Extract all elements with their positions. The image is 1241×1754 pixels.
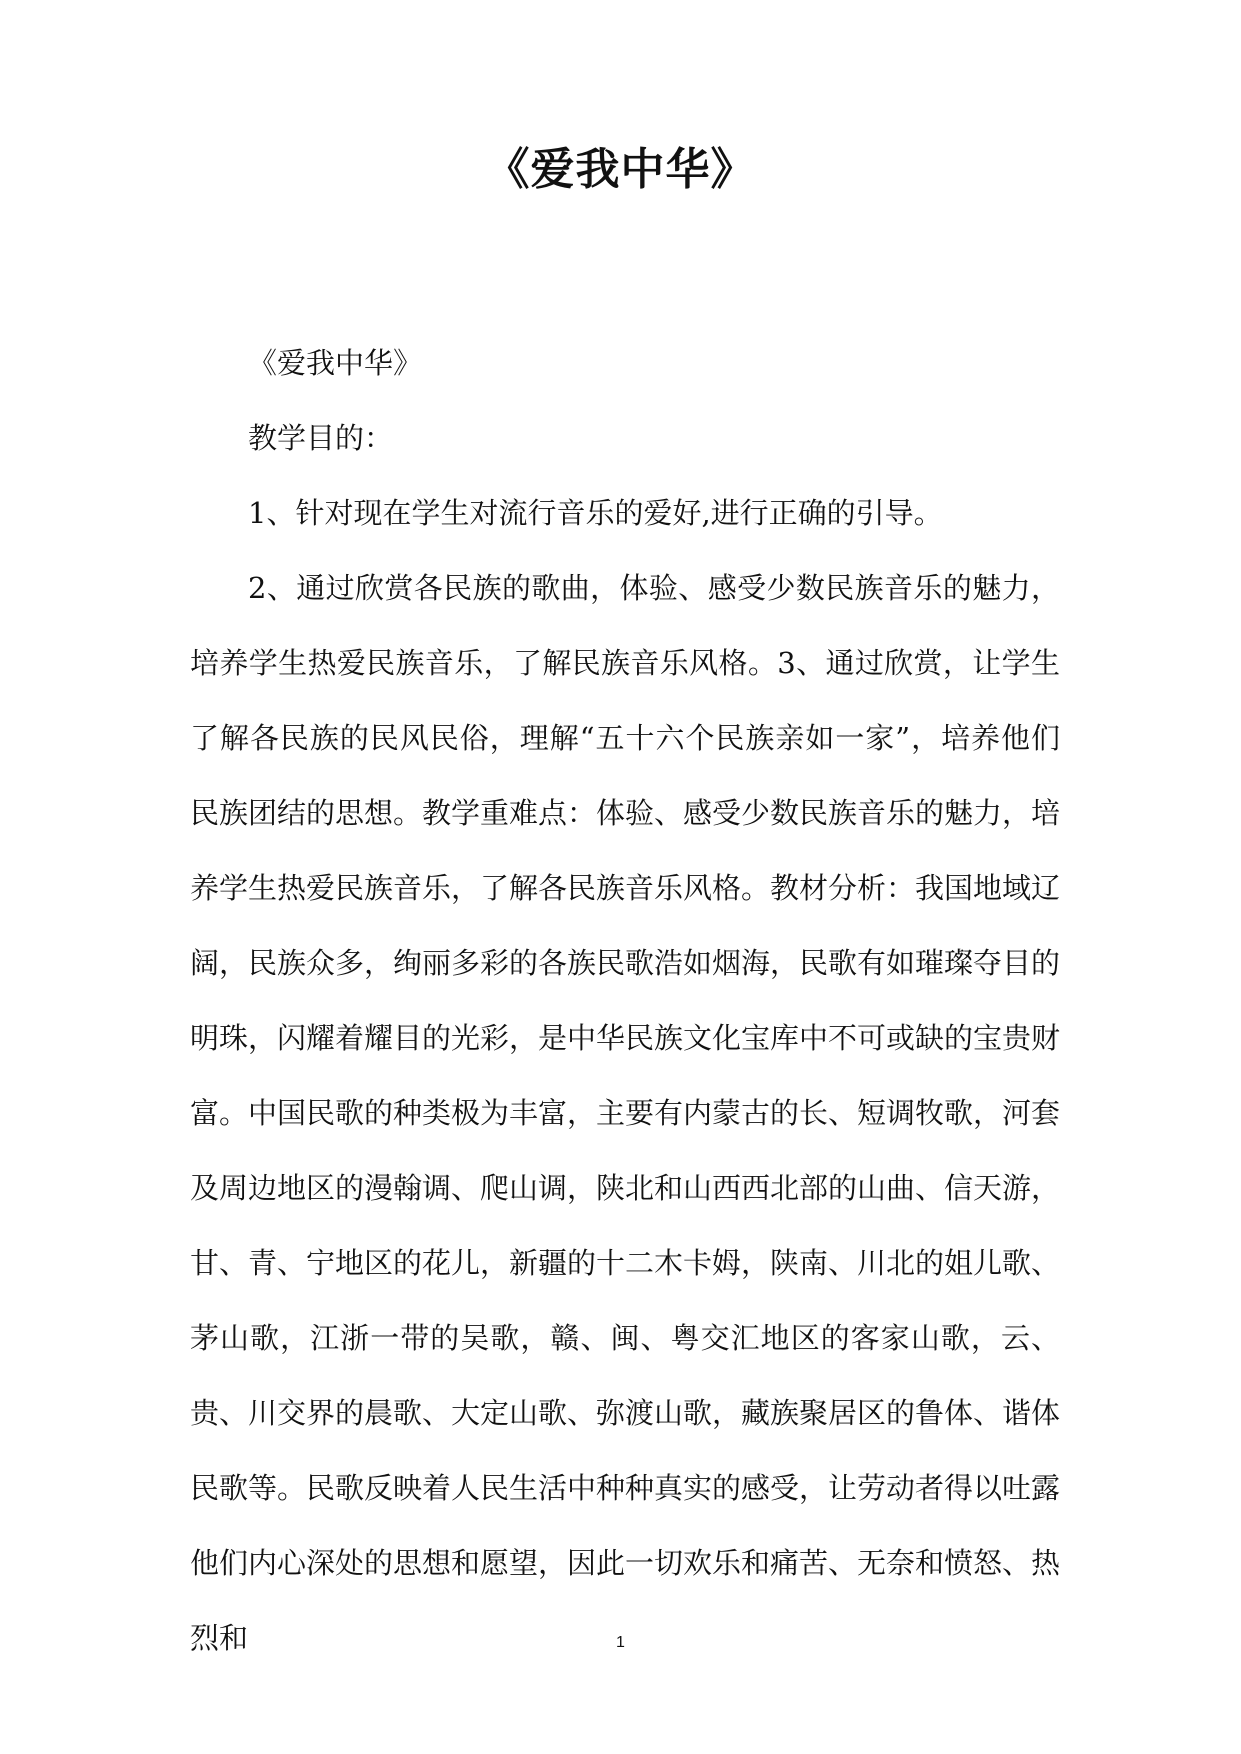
paragraph-objective-2: 2、通过欣赏各民族的歌曲，体验、感受少数民族音乐的魅力，培养学生热爱民族音乐，了解民族音乐风格。3、通过欣赏，让学生了解各民族的民风民俗，理解“五十六个民族亲如一家”，培养他们民族团结的思想。教学重难点：体验、感受少数民族音乐的魅力，培养学生热爱民族音乐，了解各民族音乐风格。教材分析：我国地域辽阔，民族众多，绚丽多彩的各族民歌浩如烟海，民歌有如璀璨夺目的明珠，闪耀着耀目的光彩，是中华民族文化宝库中不可或缺的宝贵财富。中国民歌的种类极为丰富，主要有内蒙古的长、短调牧歌，河套及周边地区的漫翰调、爬山调，陕北和山西西北部的山曲、信天游，甘、青、宁地区的花儿，新疆的十二木卡姆，陕南、川北的姐儿歌、茅山歌，江浙一带的吴歌，赣、闽、粤交汇地区的客家山歌，云、贵、川交界的晨歌、大定山歌、弥渡山歌，藏族聚居区的鲁体、谐体民歌等。民歌反映着人民生活中种种真实的感受，让劳动者得以吐露他们内心深处的思想和愿望，因此一切欢乐和痛苦、无奈和愤怒、热烈和	[190, 571, 1061, 1655]
page-number: 1	[616, 1634, 625, 1651]
paragraph-objectives-heading: 教学目的：	[248, 421, 394, 455]
document-body	[190, 326, 1060, 1676]
document-title: 《爱我中华》	[485, 144, 756, 195]
paragraph-objective-1: 1、针对现在学生对流行音乐的爱好,进行正确的引导。	[248, 496, 943, 530]
paragraph-subtitle: 《爱我中华》	[248, 346, 423, 380]
